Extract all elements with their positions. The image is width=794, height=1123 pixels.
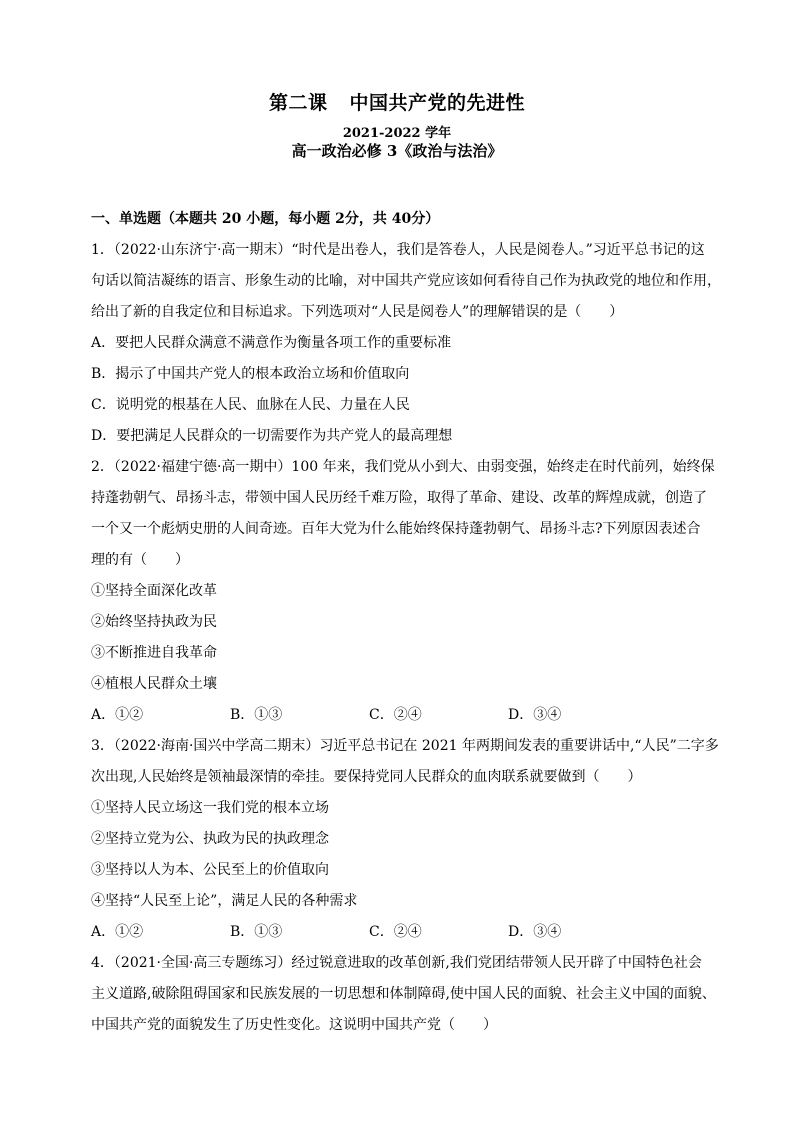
course-subtitle: 高一政治必修 3《政治与法治》 [291, 142, 503, 160]
statement-item: ④坚持“人民至上论”，满足人民的各种需求 [91, 893, 358, 909]
lesson-number: 第二课 [268, 92, 328, 114]
question-1 [91, 235, 721, 452]
question-stem-line: 2．（2022·福建宁德·高一期中）100 年来，我们党从小到大、由弱变强，始终走在时代前列，始终保 [91, 459, 715, 475]
question-stem-line: 3．（2022·海南·国兴中学高二期末）习近平总书记在 2021 年两期间发表的重要讲话中,“人民”二字多 [91, 738, 719, 754]
section-heading: 一、单选题（本题共 20 小题，每小题 2分，共 40分） [91, 211, 440, 227]
answer-choice-a: A．要把人民群众满意不满意作为衡量各项工作的重要标准 [91, 335, 452, 351]
statement-item: ②坚持立党为公、执政为民的执政理念 [91, 831, 329, 847]
answer-options [91, 700, 709, 731]
answer-option-d: D．③④ [508, 707, 562, 723]
page-title [0, 88, 794, 115]
answer-option-b: B．①③ [230, 707, 283, 723]
question-2 [91, 452, 715, 731]
answer-option-c: C．②④ [369, 707, 422, 723]
school-year: 2021-2022 学年 [342, 126, 452, 141]
question-3 [91, 731, 719, 948]
statement-item: ①坚持全面深化改革 [91, 583, 217, 599]
statement-item: ②始终坚持执政为民 [91, 614, 217, 630]
question-stem-line: 主义道路,破除阻碍国家和民族发展的一切思想和体制障碍,使中国人民的面貌、社会主义中国的面貌、 [91, 986, 716, 1002]
question-stem-line: 4．（2021·全国·高三专题练习）经过锐意进取的改革创新,我们党团结带领人民开辟了中国特色社会 [91, 955, 702, 971]
statement-item: ③不断推进自我革命 [91, 645, 217, 661]
answer-options [91, 917, 709, 948]
answer-option-b: B．①③ [230, 924, 283, 940]
answer-option-a: A．①② [91, 707, 144, 723]
question-stem-line: 理的有（ ） [91, 552, 189, 568]
statement-item: ①坚持人民立场这一我们党的根本立场 [91, 800, 329, 816]
answer-option-c: C．②④ [369, 924, 422, 940]
answer-option-a: A．①② [91, 924, 144, 940]
answer-choice-d: D．要把满足人民群众的一切需要作为共产党人的最高理想 [91, 428, 453, 444]
statement-item: ③坚持以人为本、公民至上的价值取向 [91, 862, 329, 878]
answer-choice-c: C．说明党的根基在人民、血脉在人民、力量在人民 [91, 397, 410, 413]
question-stem-line: 次出现,人民始终是领袖最深情的牵挂。要保持党同人民群众的血肉联系就要做到（ ） [91, 769, 642, 785]
question-stem-line: 句话以简洁凝练的语言、形象生动的比喻，对中国共产党应该如何看待自己作为执政党的地位和作用， [91, 273, 721, 289]
answer-choice-b: B．揭示了中国共产党人的根本政治立场和价值取向 [91, 366, 410, 382]
question-4 [91, 948, 716, 1041]
question-content [91, 204, 721, 1041]
lesson-name: 中国共产党的先进性 [349, 92, 526, 114]
question-stem-line: 1．（2022·山东济宁·高一期末）“时代是出卷人，我们是答卷人，人民是阅卷人。”习近平总书记的这 [91, 242, 705, 258]
question-stem-line: 一个又一个彪炳史册的人间奇迹。百年大党为什么能始终保持蓬勃朝气、昂扬斗志?下列原因表述合 [91, 521, 701, 537]
answer-option-d: D．③④ [508, 924, 562, 940]
statement-item: ④植根人民群众土壤 [91, 676, 217, 692]
question-stem-line: 给出了新的自我定位和目标追求。下列选项对“人民是阅卷人”的理解错误的是（ ） [91, 304, 624, 320]
question-stem-line: 持蓬勃朝气、昂扬斗志，带领中国人民历经千难万险，取得了革命、建设、改革的辉煌成就，创造了 [91, 490, 707, 506]
question-stem-line: 中国共产党的面貌发生了历史性变化。这说明中国共产党（ ） [91, 1017, 497, 1033]
